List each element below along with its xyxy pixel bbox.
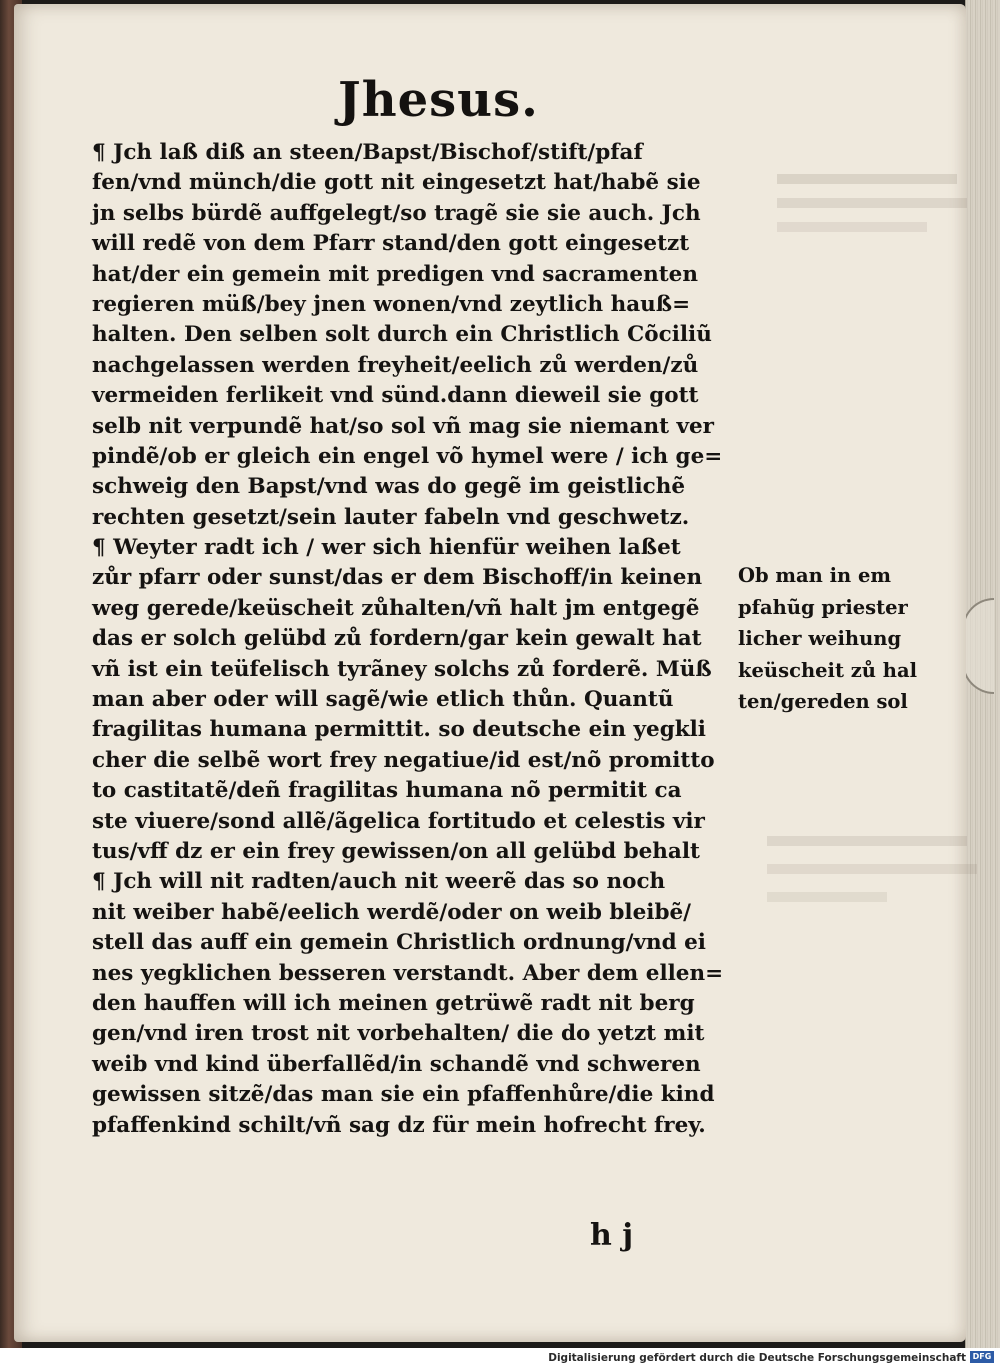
text-line: weib vnd kind überfallẽd/in schandẽ vnd schweren (92, 1051, 701, 1077)
text-line: fen/vnd münch/die gott nit eingesetzt hat/habẽ sie (92, 170, 701, 196)
show-through-marks (748, 140, 948, 220)
dfg-logo-icon: DFG (970, 1351, 994, 1363)
text-line: den hauffen will ich meinen getrüwẽ radt nit berg (92, 990, 695, 1016)
show-through-icon-lower (763, 826, 983, 916)
text-line: stell das auff ein gemein Christlich ordnung/vnd ei (92, 930, 706, 956)
text-line: das er solch gelübd zů fordern/gar kein gewalt hat (92, 626, 702, 652)
text-line: to castitatẽ/deñ fragilitas humana nõ permitit ca (92, 778, 682, 804)
text-line: rechten gesetzt/sein lauter fabeln vnd geschwetz. (92, 504, 690, 530)
text-line: vñ ist ein teüfelisch tyrãney solchs zů forderẽ. Müß (92, 656, 712, 682)
text-line: ste viuere/sond allẽ/ãgelica fortitudo et celestis vir (92, 808, 705, 834)
text-line: regieren müß/bey jnen wonen/vnd zeytlich hauß= (92, 291, 691, 317)
footer-bar (0, 1348, 1000, 1366)
text-line: fragilitas humana permittit. so deutsche ein yegkli (92, 717, 706, 743)
page-heading: Jhesus. (338, 72, 539, 128)
signature-mark: h j (590, 1218, 634, 1253)
text-line: zůr pfarr oder sunst/das er dem Bischoff/in keinen (92, 565, 703, 591)
text-line: gewissen sitzẽ/das man sie ein pfaffenhůre/die kind (92, 1082, 715, 1108)
text-line: jn selbs bürdẽ auffgelegt/so tragẽ sie sie auch. Jch (92, 200, 701, 226)
text-line: man aber oder will sagẽ/wie etlich thůn. Quantũ (92, 687, 674, 713)
marginal-line: ten/gereden sol (738, 690, 908, 713)
text-line: schweig den Bapst/vnd was do gegẽ im geistlichẽ (92, 474, 686, 500)
text-line: selb nit verpundẽ hat/so sol vñ mag sie niemant ver (92, 413, 714, 439)
marginal-line: licher weihung (738, 627, 902, 650)
marginal-note (738, 560, 938, 718)
text-line: tus/vff dz er ein frey gewissen/on all gelübd behalt (92, 838, 700, 864)
text-line: ¶ Jch will nit radten/auch nit weerẽ das so noch (92, 869, 666, 895)
text-line: vermeiden ferlikeit vnd sünd.dann dieweil sie gott (92, 383, 699, 409)
main-text-block (92, 138, 732, 1141)
show-through-marks-lower (738, 800, 958, 890)
text-line: ¶ Weyter radt ich / wer sich hienfür weihen laßet (92, 535, 681, 561)
page-tab-outline (962, 598, 994, 694)
footer-credit: Digitalisierung gefördert durch die Deutsche Forschungsgemeinschaft (548, 1352, 966, 1364)
text-line: gen/vnd iren trost nit vorbehalten/ die do yetzt mit (92, 1021, 705, 1047)
text-line: hat/der ein gemein mit predigen vnd sacramenten (92, 261, 698, 287)
show-through-icon (773, 166, 973, 246)
text-line: cher die selbẽ wort frey negatiue/id est/nõ promitto (92, 747, 715, 773)
marginal-line: keüscheit zů hal (738, 658, 917, 682)
text-line: will redẽ von dem Pfarr stand/den gott eingesetzt (92, 231, 690, 257)
text-line: pfaffenkind schilt/vñ sag dz für mein hofrecht frey. (92, 1112, 706, 1138)
text-line: nit weiber habẽ/eelich werdẽ/oder on weib bleibẽ/ (92, 899, 692, 925)
text-line: weg gerede/keüscheit zůhalten/vñ halt jm entgegẽ (92, 595, 700, 621)
text-line: halten. Den selben solt durch ein Christlich Cõciliũ (92, 322, 712, 348)
text-line: ¶ Jch laß diß an steen/Bapst/Bischof/stift/pfaf (92, 140, 643, 165)
text-line: nachgelassen werden freyheit/eelich zů werden/zů (92, 352, 699, 378)
text-line: nes yegklichen besseren verstandt. Aber dem ellen= (92, 960, 724, 986)
text-line: pindẽ/ob er gleich ein engel võ hymel were / ich ge= (92, 443, 723, 469)
marginal-line: pfahũg priester (738, 595, 908, 619)
marginal-line: Ob man in em (738, 564, 892, 587)
